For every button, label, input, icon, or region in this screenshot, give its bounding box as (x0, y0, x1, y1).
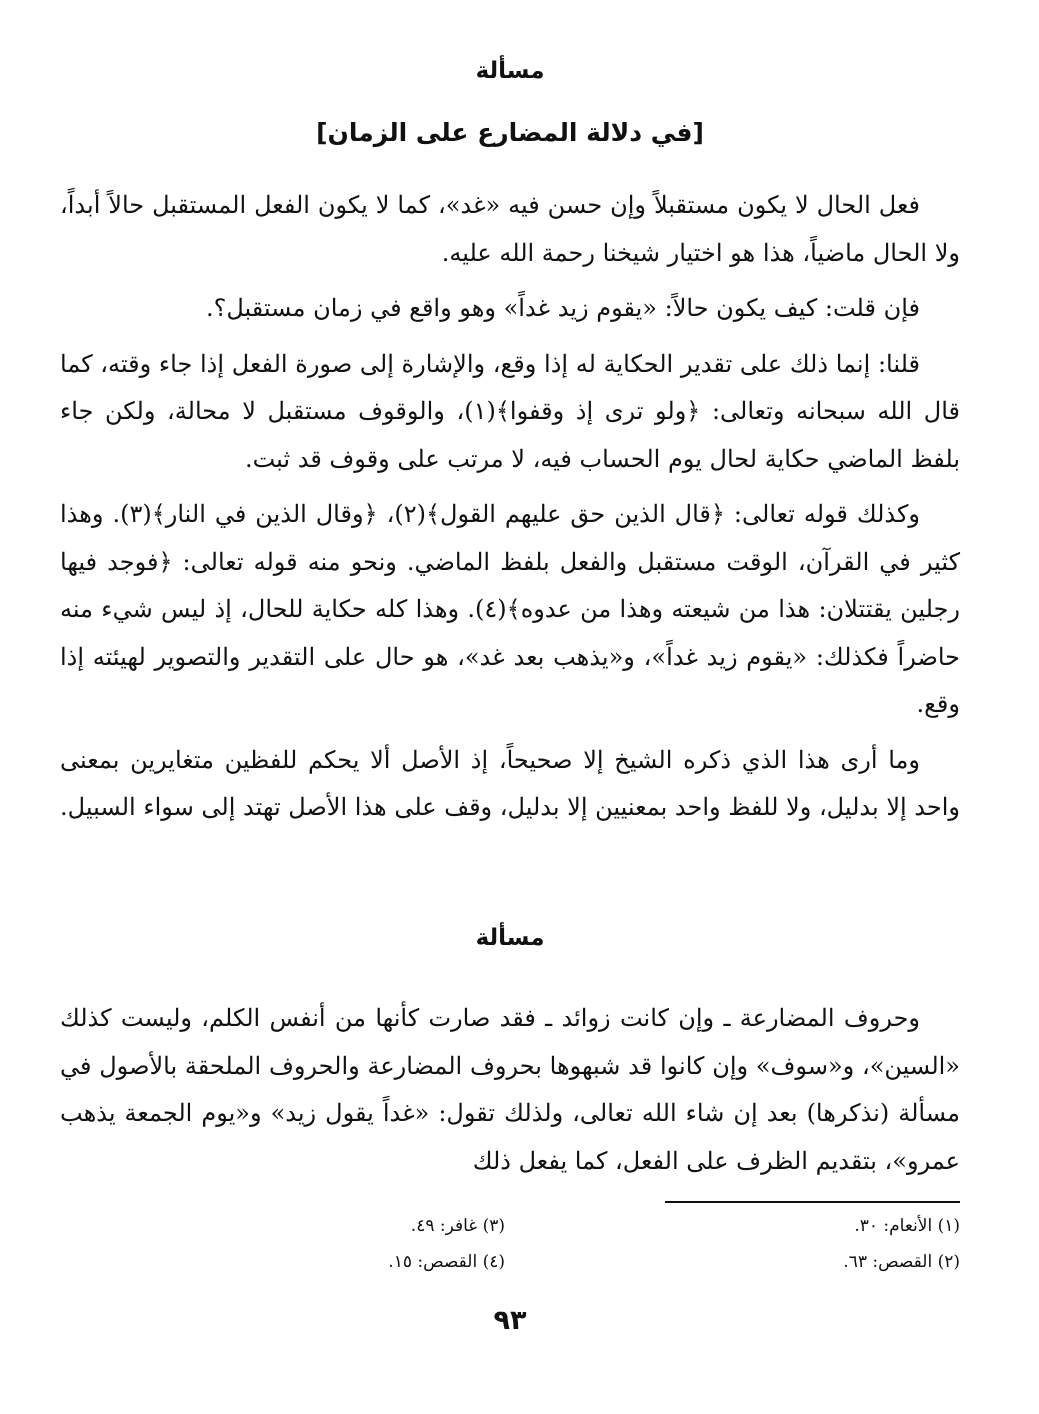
paragraph: فإن قلت: كيف يكون حالاً: «يقوم زيد غداً» وهو واقع في زمان مستقبل؟. (206, 294, 920, 322)
footnote-column-right (843, 1208, 960, 1280)
book-page (60, 0, 960, 1414)
footnote-column-left (388, 1208, 505, 1280)
paragraph: وحروف المضارعة ـ وإن كانت زوائد ـ فقد صارت كأنها من أنفس الكلم، وليست كذلك «السين»، و«سوف» وإن كانوا قد شبهوها بحروف المضارعة والحروف الملحقة بالأصول في مسألة (نذكرها) بعد إن شاء الله تعالى، ولذلك تقول: «غداً يقول زيد» و«يوم الجمعة يذهب عمرو»، بتقديم الظرف على الفعل، كما يفعل ذلك (60, 1004, 960, 1175)
paragraph: وما أرى هذا الذي ذكره الشيخ إلا صحيحاً، إذ الأصل ألا يحكم للفظين متغايرين بمعنى واحد إلا بدليل، ولا للفظ واحد بمعنيين إلا بدليل، وقف على هذا الأصل تهتد إلى سواء السبيل. (60, 745, 960, 821)
page-number: ٩٣ (493, 1305, 527, 1336)
section-heading: مسألة (475, 58, 545, 84)
footnote: (٣) غافر: ٤٩. (410, 1216, 505, 1236)
paragraph: فعل الحال لا يكون مستقبلاً وإن حسن فيه «غد»، كما لا يكون الفعل المستقبل حالاً أبداً، ولا الحال ماضياً، هذا هو اختيار شيخنا رحمة الله عليه. (60, 191, 960, 267)
paragraph: قلنا: إنما ذلك على تقدير الحكاية له إذا وقع، والإشارة إلى صورة الفعل إذا جاء وقته، كما قال الله سبحانه وتعالى: ﴿ولو ترى إذ وقفوا﴾(١)، والوقوف مستقبل لا محالة، ولكن جاء بلفظ الماضي حكاية لحال يوم الحساب فيه، لا مرتب على وقوف قد ثبت. (60, 349, 960, 473)
footnote-divider (665, 1201, 960, 1203)
section-subheading: [في دلالة المضارع على الزمان] (316, 118, 704, 147)
section-heading-2: مسألة (475, 925, 545, 951)
paragraph: وكذلك قوله تعالى: ﴿قال الذين حق عليهم القول﴾(٢)، ﴿وقال الذين في النار﴾(٣). وهذا كثير في القرآن، الوقت مستقبل والفعل بلفظ الماضي. ونحو منه قوله تعالى: ﴿فوجد فيها رجلين يقتتلان: هذا من شيعته وهذا من عدوه﴾(٤). وهذا كله حكاية للحال، إذ ليس شيء منه حاضراً فكذلك: «يقوم زيد غداً»، و«يذهب بعد غد»، هو حال على التقدير والتصوير لهيئته إذا وقع. (60, 500, 960, 718)
footnote: (٤) القصص: ١٥. (388, 1252, 505, 1272)
footnote: (٢) القصص: ٦٣. (843, 1252, 960, 1272)
section-body-1 (60, 182, 960, 840)
section-body-2 (60, 995, 960, 1193)
footnote: (١) الأنعام: ٣٠. (854, 1216, 960, 1236)
